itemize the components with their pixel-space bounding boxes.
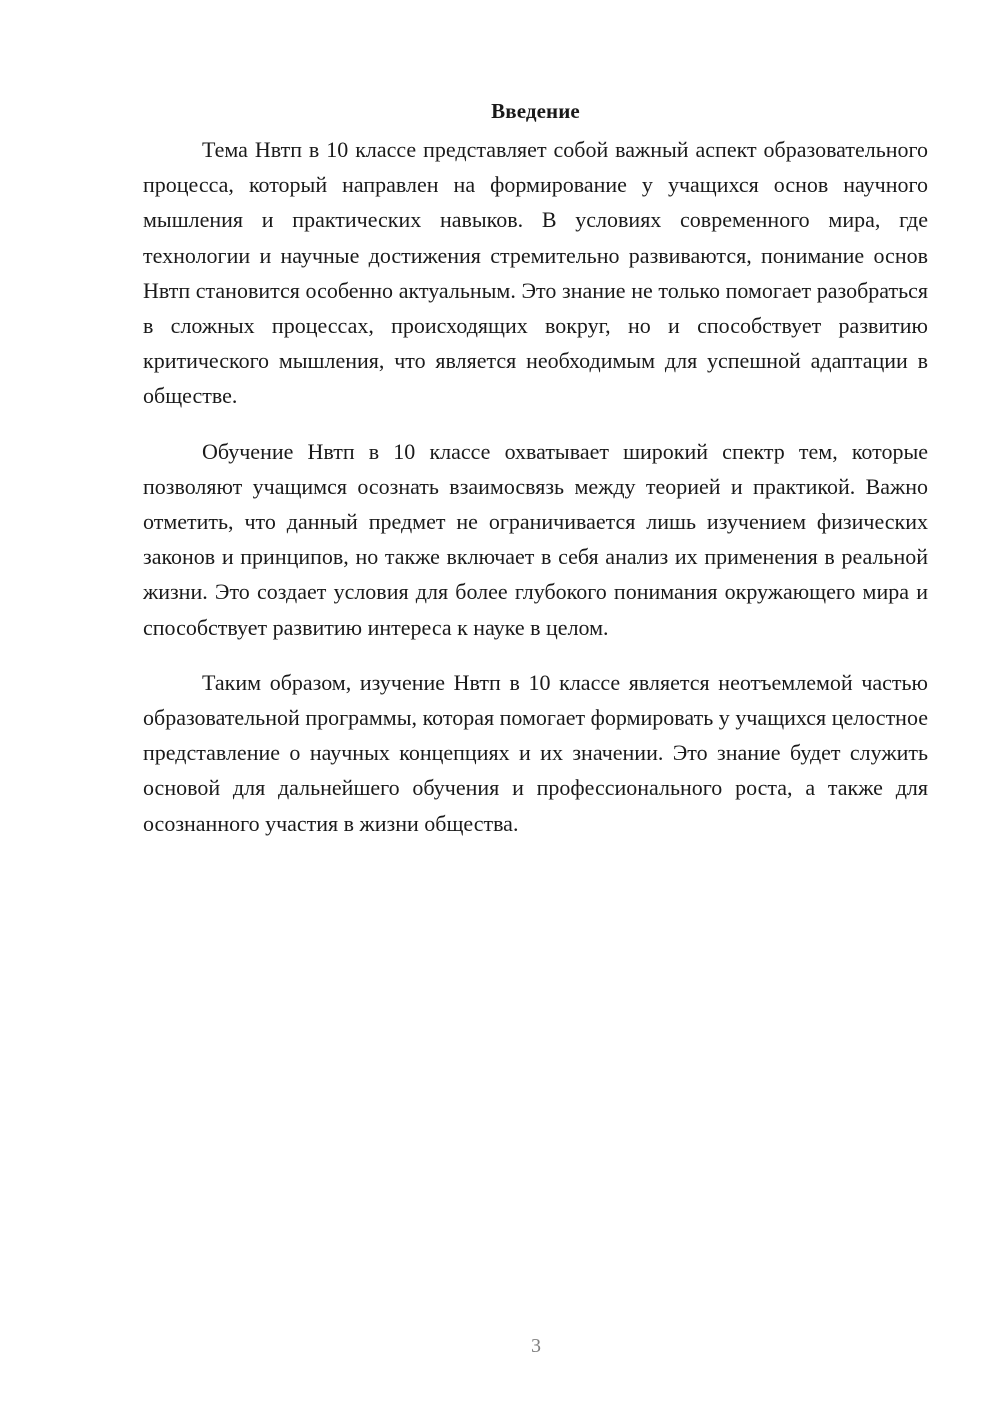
paragraph-2: Обучение Нвтп в 10 классе охватывает широкий спектр тем, которые позволяют учащимся осознать взаимосвязь между теорией и практикой. Важно отметить, что данный предмет не ограничивается лишь изучением физических законов и принципов, но также включает в себя анализ их применения в реальной жизни. Это создает условия для более глубокого понимания окружающего мира и способствует развитию интереса к науке в целом.	[143, 438, 928, 640]
page-content	[143, 94, 928, 841]
section-heading: Введение	[491, 99, 580, 123]
paragraph-1: Тема Нвтп в 10 классе представляет собой важный аспект образовательного процесса, который направлен на формирование у учащихся основ научного мышления и практических навыков. В условиях современного мира, где технологии и научные достижения стремительно развиваются, понимание основ Нвтп становится особенно актуальным. Это знание не только помогает разобраться в сложных процессах, происходящих вокруг, но и способствует развитию критического мышления, что является необходимым для успешной адаптации в обществе.	[143, 137, 928, 409]
page-number: 3	[531, 1335, 541, 1357]
paragraph-3: Таким образом, изучение Нвтп в 10 классе является неотъемлемой частью образовательной программы, которая помогает формировать у учащихся целостное представление о научных концепциях и их значении. Это знание будет служить основой для дальнейшего обучения и профессионального роста, а также для осознанного участия в жизни общества.	[143, 669, 928, 836]
